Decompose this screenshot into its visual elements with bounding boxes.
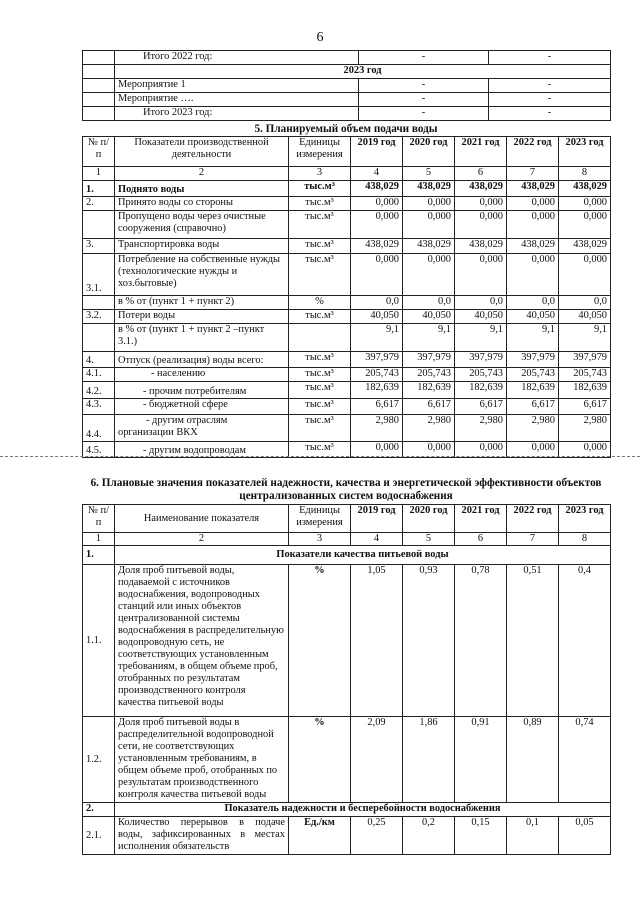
row-value: 0,4 [559,565,611,717]
investment-table-continuation [82,50,611,121]
row-value: 9,1 [507,324,559,352]
row-name: Доля проб питьевой воды, подаваемой с источников водоснабжения, водопроводных станций или иных объектов централизованной системы водоснабжения в распределительную водопроводную сеть, не соответствующих установленным требованиям, в общем объеме проб, отобранных по результатам производственного контроля качества питьевой воды [115,565,289,717]
section-5-title: 5. Планируемый объем подачи воды [254,123,438,135]
header-year: 2021 год [455,137,507,167]
row-value: 438,029 [403,239,455,254]
row-unit: % [289,565,351,717]
row-unit: % [289,296,351,310]
column-number: 3 [289,533,351,546]
row-value: 182,639 [351,382,403,399]
row-unit: тыс.м³ [289,415,351,442]
column-number-row [83,167,611,181]
fold-line [0,456,640,457]
column-number: 6 [455,533,507,546]
table-row [83,211,611,239]
column-number-row [83,533,611,546]
row-unit: тыс.м³ [289,197,351,211]
row-unit: тыс.м³ [289,352,351,368]
header-num: № п/п [83,505,115,533]
row-number: 3. [83,239,115,254]
row-number: 4.5. [83,442,115,458]
row-value: 0,000 [507,197,559,211]
header-year: 2021 год [455,505,507,533]
column-number: 7 [507,167,559,181]
row-unit: тыс.м³ [289,399,351,415]
table-row [83,107,611,121]
header-year: 2023 год [559,505,611,533]
row-number: 1.2. [83,717,115,803]
row-unit: % [289,717,351,803]
row-name: в % от (пункт 1 + пункт 2) [115,296,289,310]
row-value: 205,743 [351,368,403,382]
group-number: 1. [83,546,115,565]
row-value: 6,617 [507,399,559,415]
row-value: 205,743 [559,368,611,382]
row-value: 40,050 [455,310,507,324]
row-value: 397,979 [403,352,455,368]
row-unit: тыс.м³ [289,254,351,296]
row-value: 438,029 [455,239,507,254]
row-name: Потери воды [115,310,289,324]
table-row [83,254,611,296]
row-value: 0,89 [507,717,559,803]
row-value: 182,639 [507,382,559,399]
row-number: 1.1. [83,565,115,717]
table-row [83,239,611,254]
header-year: 2022 год [507,505,559,533]
row-value: 40,050 [351,310,403,324]
table-row [83,817,611,855]
header-unit: Единицы измерения [289,505,351,533]
row-value: 0,0 [559,296,611,310]
column-number: 4 [351,533,403,546]
row-name: Принято воды со стороны [115,197,289,211]
row-unit: тыс.м³ [289,382,351,399]
row-value: 40,050 [403,310,455,324]
header-year: 2019 год [351,505,403,533]
column-number: 5 [403,533,455,546]
row-value: 0,000 [507,254,559,296]
column-number: 4 [351,167,403,181]
header-row [83,137,611,167]
table-row [83,79,611,93]
group-title: Показатель надежности и бесперебойности водоснабжения [115,803,611,817]
table-row [83,565,611,717]
row-name: - другим отраслям организации ВКХ [115,415,289,442]
row-value: 1,05 [351,565,403,717]
row-value: 182,639 [403,382,455,399]
row-number: 3.1. [83,254,115,296]
row-unit: тыс.м³ [289,310,351,324]
row-name: Потребление на собственные нужды (технологические нужды и хоз.бытовые) [115,254,289,296]
row-value: - [489,51,611,65]
row-value: 6,617 [559,399,611,415]
group-title: Показатели качества питьевой воды [115,546,611,565]
table-row [83,382,611,399]
group-row [83,803,611,817]
row-unit: тыс.м³ [289,368,351,382]
row-number: 4.4. [83,415,115,442]
row-unit: тыс.м³ [289,239,351,254]
column-number: 3 [289,167,351,181]
row-value: - [359,51,489,65]
row-value: - [489,107,611,121]
header-year: 2020 год [403,505,455,533]
row-name: - населению [115,368,289,382]
row-label: Итого 2022 год: [115,51,359,65]
table-row [83,324,611,352]
row-value: 9,1 [455,324,507,352]
table-row [83,65,611,79]
row-value: 438,029 [507,239,559,254]
row-value: 40,050 [559,310,611,324]
row-value: 0,25 [351,817,403,855]
row-value: 2,09 [351,717,403,803]
row-value: 397,979 [559,352,611,368]
row-value: 397,979 [507,352,559,368]
row-name: Пропущено воды через очистные сооружения (справочно) [115,211,289,239]
table-row [83,717,611,803]
row-value: 182,639 [455,382,507,399]
indicators-table [82,504,611,855]
row-name: - бюджетной сфере [115,399,289,415]
row-value: 9,1 [351,324,403,352]
header-unit: Единицы измерения [289,137,351,167]
row-number [83,324,115,352]
table-row [83,181,611,197]
row-name: в % от (пункт 1 + пункт 2 –пункт 3.1.) [115,324,289,352]
row-value: 0,000 [351,197,403,211]
row-value: 2,980 [455,415,507,442]
row-value: - [359,79,489,93]
row-value: - [359,93,489,107]
row-value: 397,979 [351,352,403,368]
row-value: 438,029 [351,181,403,197]
row-value: 0,000 [403,197,455,211]
group-number: 2. [83,803,115,817]
row-value: 0,000 [559,442,611,458]
table-row [83,51,611,65]
row-label: Итого 2023 год: [115,107,359,121]
row-value: 9,1 [559,324,611,352]
row-value: 6,617 [455,399,507,415]
row-value: 0,000 [559,197,611,211]
row-name: Транспортировка воды [115,239,289,254]
column-number: 2 [115,533,289,546]
row-name: Отпуск (реализация) воды всего: [115,352,289,368]
row-value: 0,1 [507,817,559,855]
row-value: 438,029 [455,181,507,197]
row-number: 2.1. [83,817,115,855]
row-unit: Ед./км [289,817,351,855]
row-number: 1. [83,181,115,197]
row-value: - [489,79,611,93]
row-value: 0,000 [455,197,507,211]
table-row [83,415,611,442]
row-value: - [359,107,489,121]
table-row [83,399,611,415]
row-value: 0,74 [559,717,611,803]
water-supply-volume-table [82,136,611,458]
row-value: 438,029 [351,239,403,254]
group-row [83,546,611,565]
row-number [83,211,115,239]
column-number: 5 [403,167,455,181]
column-number: 1 [83,167,115,181]
table-row [83,93,611,107]
row-unit: тыс.м³ [289,181,351,197]
row-value: 438,029 [403,181,455,197]
row-value: 2,980 [403,415,455,442]
row-number: 4. [83,352,115,368]
row-unit: тыс.м³ [289,211,351,239]
header-year: 2020 год [403,137,455,167]
column-number: 2 [115,167,289,181]
table-row [83,352,611,368]
row-name: Доля проб питьевой воды в распределительной водопроводной сети, не соответствующих установленным требованиям, в общем объеме проб, отобранных по результатам производственного контроля качества питьевой воды [115,717,289,803]
row-number: 4.3. [83,399,115,415]
row-value: 397,979 [455,352,507,368]
row-value: 438,029 [507,181,559,197]
row-value: 6,617 [351,399,403,415]
column-number: 6 [455,167,507,181]
row-value: 0,000 [351,254,403,296]
column-number: 1 [83,533,115,546]
column-number: 8 [559,167,611,181]
row-value: 0,000 [351,211,403,239]
header-name: Показатели производственной деятельности [115,137,289,167]
section-6-title: 6. Плановые значения показателей надежности, качества и энергетической эффективности объектов централизованных систем водоснабжения [90,477,602,502]
header-row [83,505,611,533]
table-row [83,197,611,211]
row-value: 438,029 [559,181,611,197]
row-number: 4.1. [83,368,115,382]
row-value: 0,000 [351,442,403,458]
row-number: 2. [83,197,115,211]
row-value: 0,78 [455,565,507,717]
row-name: - прочим потребителям [115,382,289,399]
row-value: 0,51 [507,565,559,717]
header-year: 2019 год [351,137,403,167]
row-value: 205,743 [455,368,507,382]
row-value: 0,05 [559,817,611,855]
page-number: 6 [316,30,324,45]
row-number: 4.2. [83,382,115,399]
row-value: 2,980 [351,415,403,442]
year-header: 2023 год [115,65,611,79]
row-value: 0,93 [403,565,455,717]
row-value: 438,029 [559,239,611,254]
table-row [83,368,611,382]
row-name: Поднято воды [115,181,289,197]
row-value: 0,000 [403,442,455,458]
column-number: 8 [559,533,611,546]
row-value: 0,0 [455,296,507,310]
row-value: 0,15 [455,817,507,855]
row-value: 40,050 [507,310,559,324]
row-value: 205,743 [507,368,559,382]
header-year: 2023 год [559,137,611,167]
row-value: 0,000 [455,211,507,239]
row-value: 0,0 [507,296,559,310]
row-number [83,296,115,310]
header-num: № п/п [83,137,115,167]
header-name: Наименование показателя [115,505,289,533]
row-label: Мероприятие 1 [115,79,359,93]
row-value: 6,617 [403,399,455,415]
row-value: - [489,93,611,107]
row-value: 0,0 [403,296,455,310]
row-value: 0,000 [455,254,507,296]
row-value: 0,000 [559,254,611,296]
table-row [83,296,611,310]
header-year: 2022 год [507,137,559,167]
row-value: 1,86 [403,717,455,803]
row-value: 2,980 [507,415,559,442]
row-value: 0,000 [507,442,559,458]
row-value: 0,000 [455,442,507,458]
table-row [83,310,611,324]
column-number: 7 [507,533,559,546]
row-value: 0,000 [403,254,455,296]
row-name: - другим водопроводам [115,442,289,458]
row-value: 2,980 [559,415,611,442]
row-value: 182,639 [559,382,611,399]
row-name: Количество перерывов в подаче воды, зафиксированных в местах исполнения обязательств [115,817,289,855]
row-value: 0,000 [507,211,559,239]
row-value: 0,000 [559,211,611,239]
row-value: 9,1 [403,324,455,352]
row-unit: тыс.м³ [289,442,351,458]
row-label: Мероприятие …. [115,93,359,107]
row-value: 0,000 [403,211,455,239]
row-number: 3.2. [83,310,115,324]
row-value: 205,743 [403,368,455,382]
row-value: 0,0 [351,296,403,310]
row-value: 0,2 [403,817,455,855]
row-unit [289,324,351,352]
row-value: 0,91 [455,717,507,803]
